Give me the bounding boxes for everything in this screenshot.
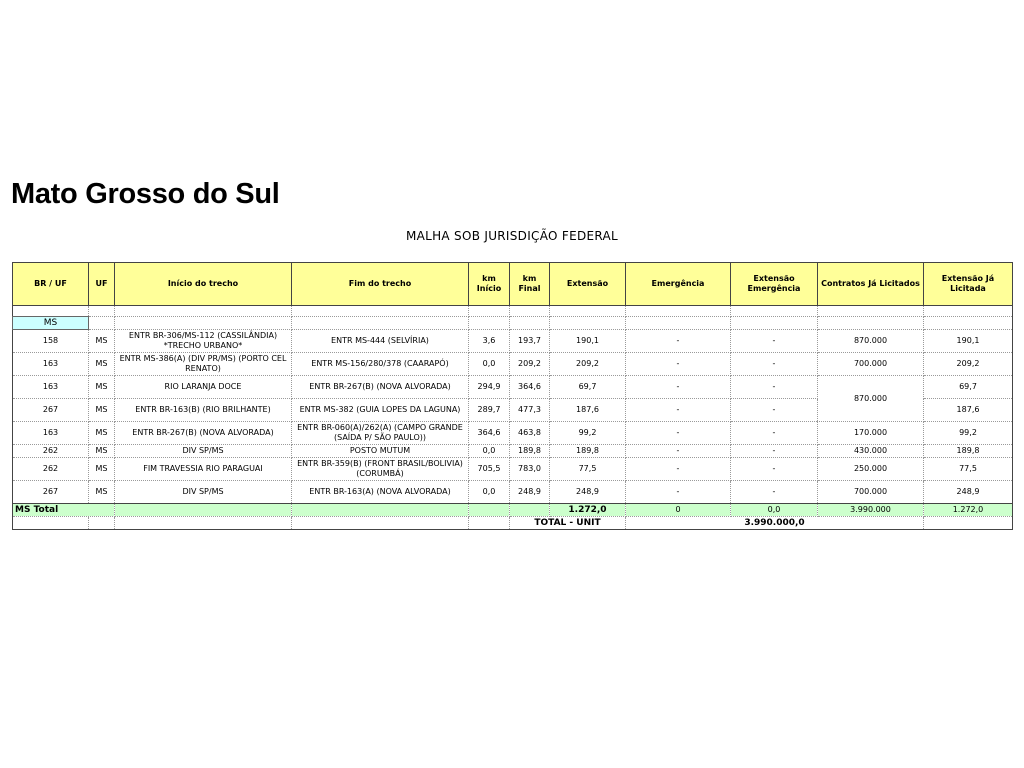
cell-km-inicio: 3,6 [469,330,510,353]
cell-inicio: RIO LARANJA DOCE [115,376,292,399]
cell-ext-licitada: 99,2 [924,422,1013,445]
cell-extensao: 99,2 [550,422,626,445]
cell-br: 262 [13,458,89,481]
unit-total-row [13,517,1013,530]
cell-extensao: 190,1 [550,330,626,353]
cell-emergencia: - [626,399,731,422]
cell-contratos: 250.000 [818,458,924,481]
cell-contratos: 870.000 [818,330,924,353]
cell-br: 158 [13,330,89,353]
cell-contratos: 700.000 [818,481,924,504]
cell-emergencia: - [626,458,731,481]
federal-network-table [12,262,1013,530]
cell-km-final: 189,8 [510,445,550,458]
cell-fim: ENTR BR-060(A)/262(A) (CAMPO GRANDE (SAÍDA P/ SÃO PAULO)) [292,422,469,445]
cell-br: 267 [13,399,89,422]
cell-fim: POSTO MUTUM [292,445,469,458]
cell-contratos: 170.000 [818,422,924,445]
cell-km-final: 193,7 [510,330,550,353]
total-row [13,504,1013,517]
cell-km-final: 248,9 [510,481,550,504]
cell-ext-licitada: 187,6 [924,399,1013,422]
cell-contratos: 870.000 [818,376,924,422]
cell-uf: MS [89,445,115,458]
cell-km-final: 783,0 [510,458,550,481]
page-title: Mato Grosso do Sul [11,178,280,210]
table-row [13,376,1013,399]
cell-extensao: 189,8 [550,445,626,458]
cell-km-inicio: 0,0 [469,353,510,376]
cell-km-final: 364,6 [510,376,550,399]
cell-km-inicio: 705,5 [469,458,510,481]
cell-fim: ENTR MS-444 (SELVÍRIA) [292,330,469,353]
cell-ext-emergencia: - [731,422,818,445]
section-row [13,317,1013,330]
section-label: MS [13,317,89,330]
cell-ext-licitada: 209,2 [924,353,1013,376]
cell-fim: ENTR BR-267(B) (NOVA ALVORADA) [292,376,469,399]
table-row [13,353,1013,376]
cell-fim: ENTR BR-163(A) (NOVA ALVORADA) [292,481,469,504]
cell-ext-emergencia: - [731,376,818,399]
cell-inicio: ENTR BR-267(B) (NOVA ALVORADA) [115,422,292,445]
cell-inicio: ENTR MS-386(A) (DIV PR/MS) (PORTO CEL RENATO) [115,353,292,376]
cell-contratos: 700.000 [818,353,924,376]
cell-emergencia: - [626,481,731,504]
total-extensao: 1.272,0 [550,504,626,517]
cell-ext-emergencia: - [731,458,818,481]
header-br-uf: BR / UF [13,263,89,306]
total-ext-emergencia: 0,0 [731,504,818,517]
cell-fim: ENTR MS-156/280/378 (CAARAPÓ) [292,353,469,376]
cell-br: 262 [13,445,89,458]
unit-total-value: 3.990.000,0 [626,517,924,530]
cell-extensao: 209,2 [550,353,626,376]
cell-emergencia: - [626,445,731,458]
header-inicio: Início do trecho [115,263,292,306]
cell-emergencia: - [626,353,731,376]
header-fim: Fim do trecho [292,263,469,306]
cell-contratos: 430.000 [818,445,924,458]
cell-ext-emergencia: - [731,481,818,504]
table-row [13,481,1013,504]
cell-uf: MS [89,353,115,376]
cell-km-inicio: 289,7 [469,399,510,422]
cell-extensao: 248,9 [550,481,626,504]
cell-km-inicio: 0,0 [469,445,510,458]
cell-extensao: 187,6 [550,399,626,422]
cell-br: 163 [13,376,89,399]
table-subtitle: MALHA SOB JURISDIÇÃO FEDERAL [405,229,619,243]
header-emergencia: Emergência [626,263,731,306]
header-row [13,263,1013,306]
header-extensao: Extensão [550,263,626,306]
total-contratos: 3.990.000 [818,504,924,517]
cell-inicio: ENTR BR-306/MS-112 (CASSILÂNDIA) *TRECHO URBANO* [115,330,292,353]
table-row [13,422,1013,445]
cell-ext-licitada: 189,8 [924,445,1013,458]
cell-inicio: DIV SP/MS [115,481,292,504]
header-contratos: Contratos Já Licitados [818,263,924,306]
header-uf: UF [89,263,115,306]
cell-emergencia: - [626,376,731,399]
cell-br: 163 [13,353,89,376]
header-ext-licitada: Extensão Já Licitada [924,263,1013,306]
cell-inicio: ENTR BR-163(B) (RIO BRILHANTE) [115,399,292,422]
cell-ext-licitada: 77,5 [924,458,1013,481]
cell-uf: MS [89,376,115,399]
cell-br: 163 [13,422,89,445]
cell-km-final: 209,2 [510,353,550,376]
unit-total-label: TOTAL - UNIT [510,517,626,530]
cell-ext-emergencia: - [731,399,818,422]
cell-ext-licitada: 69,7 [924,376,1013,399]
spacer-row [13,306,1013,317]
total-label: MS Total [13,504,115,517]
cell-inicio: DIV SP/MS [115,445,292,458]
cell-km-final: 463,8 [510,422,550,445]
header-km-inicio: km Início [469,263,510,306]
cell-fim: ENTR MS-382 (GUIA LOPES DA LAGUNA) [292,399,469,422]
cell-uf: MS [89,399,115,422]
cell-uf: MS [89,422,115,445]
cell-inicio: FIM TRAVESSIA RIO PARAGUAI [115,458,292,481]
total-ext-licitada: 1.272,0 [924,504,1013,517]
cell-ext-emergencia: - [731,330,818,353]
cell-emergencia: - [626,422,731,445]
cell-extensao: 69,7 [550,376,626,399]
cell-br: 267 [13,481,89,504]
cell-ext-emergencia: - [731,445,818,458]
header-ext-emergencia: Extensão Emergência [731,263,818,306]
header-km-final: km Final [510,263,550,306]
cell-uf: MS [89,330,115,353]
cell-km-inicio: 294,9 [469,376,510,399]
cell-ext-licitada: 248,9 [924,481,1013,504]
cell-km-final: 477,3 [510,399,550,422]
cell-ext-licitada: 190,1 [924,330,1013,353]
cell-uf: MS [89,458,115,481]
cell-km-inicio: 364,6 [469,422,510,445]
table-row [13,458,1013,481]
total-emergencia: 0 [626,504,731,517]
cell-ext-emergencia: - [731,353,818,376]
cell-fim: ENTR BR-359(B) (FRONT BRASIL/BOLIVIA) (CORUMBÁ) [292,458,469,481]
cell-km-inicio: 0,0 [469,481,510,504]
table-row [13,445,1013,458]
cell-emergencia: - [626,330,731,353]
cell-extensao: 77,5 [550,458,626,481]
cell-uf: MS [89,481,115,504]
table-row [13,330,1013,353]
